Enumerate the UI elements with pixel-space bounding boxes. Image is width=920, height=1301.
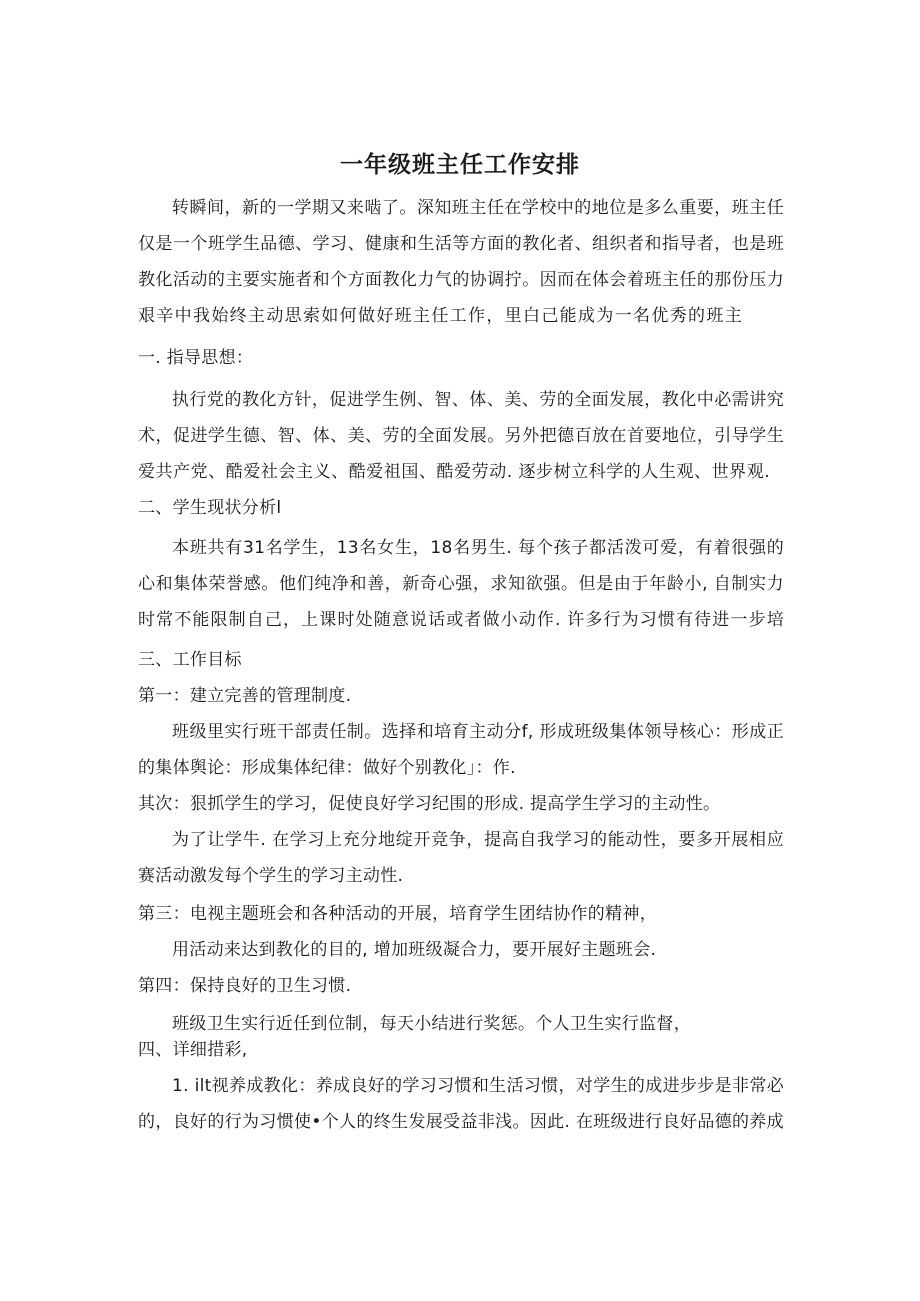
section1-heading: 一. 指导思想： — [138, 348, 254, 368]
goal3-line-1: 用活动来达到教化的目的, 增加班级凝合力，要开展好主题班会. — [172, 940, 657, 960]
intro-line-4: 艰辛中我始终主动思索如何做好班主任工作，里白己能成为一名优秀的班主 — [138, 306, 742, 326]
section2-line-1: 本班共有31名学生，13名女生，18名男生. 每个孩子都活泼可爱，有着很强的 — [172, 538, 784, 558]
goal1-line-1: 班级里实行班干部责任制。选择和培育主动分f, 形成班级集体领导核心：形成正 — [172, 722, 784, 742]
section1-line-2: 术，促进学生德、智、体、美、劳的全面发展。另外把德百放在首要地位，引导学生 — [138, 426, 784, 446]
intro-line-1: 转瞬间，新的一学期又来啮了。深知班主任在学校中的地位是多么重要，班主任 — [172, 198, 784, 218]
goal2-label: 其次：狠抓学生的学习，促使良好学习纪围的形成. 提高学生学习的主动性。 — [138, 794, 721, 814]
goal2-line-1: 为了让学牛. 在学习上充分地绽开竞争，提高自我学习的能动性，要多开展相应 — [172, 830, 784, 850]
section4-line-1: 1. ilt视养成教化：养成良好的学习习惯和生活习惯，对学生的成进步步是非常必 — [172, 1076, 784, 1096]
section2-line-3: 时常不能限制自己，上课时处随意说话或者做小动作. 许多行为习惯有待进一步培 — [138, 610, 784, 630]
section2-heading: 二、学生现状分析l — [138, 498, 282, 518]
goal2-line-2: 赛活动激发每个学生的学习主动性. — [138, 866, 404, 886]
document-title: 一年级班主任工作安排 — [340, 152, 580, 178]
section2-line-2: 心和集体荣誉感。他们纯净和善，新奇心强，求知欲强。但是由于年龄小, 自制实力 — [138, 574, 784, 594]
goal4-label: 第四：保持良好的卫生习惯. — [138, 976, 352, 996]
intro-line-2: 仅是一个班学生品德、学习、健康和生活等方面的教化者、组织者和指导者，也是班 — [138, 234, 784, 254]
goal1-line-2: 的集体舆论：形成集体纪律：做好个别教化」：作. — [138, 758, 516, 778]
section3-heading: 三、工作目标 — [138, 650, 242, 670]
goal4-line-1: 班级卫生实行近任到位制，每天小结进行奖惩。个人卫生实行监督， — [172, 1014, 691, 1034]
section4-heading: 四、详细措彩, — [138, 1040, 248, 1060]
intro-line-3: 教化活动的主要实施者和个方面教化力气的协调拧。因而在体会着班主任的那份压力 — [138, 270, 784, 290]
goal1-label: 第一：建立完善的管理制度. — [138, 686, 352, 706]
section4-line-2: 的，良好的行为习惯使•个人的终生发展受益非浅。因此. 在班级进行良好品德的养成 — [138, 1112, 784, 1132]
goal3-label: 第三：电视主题班会和各种活动的开展，培育学生团结协作的精神， — [138, 904, 657, 924]
section1-line-3: 爱共产党、酷爱社会主义、酷爱祖国、酷爱劳动. 逐步树立科学的人生观、世界观. — [138, 462, 770, 482]
section1-line-1: 执行党的教化方针，促进学生例、智、体、美、劳的全面发展，教化中必需讲究 — [172, 390, 784, 410]
